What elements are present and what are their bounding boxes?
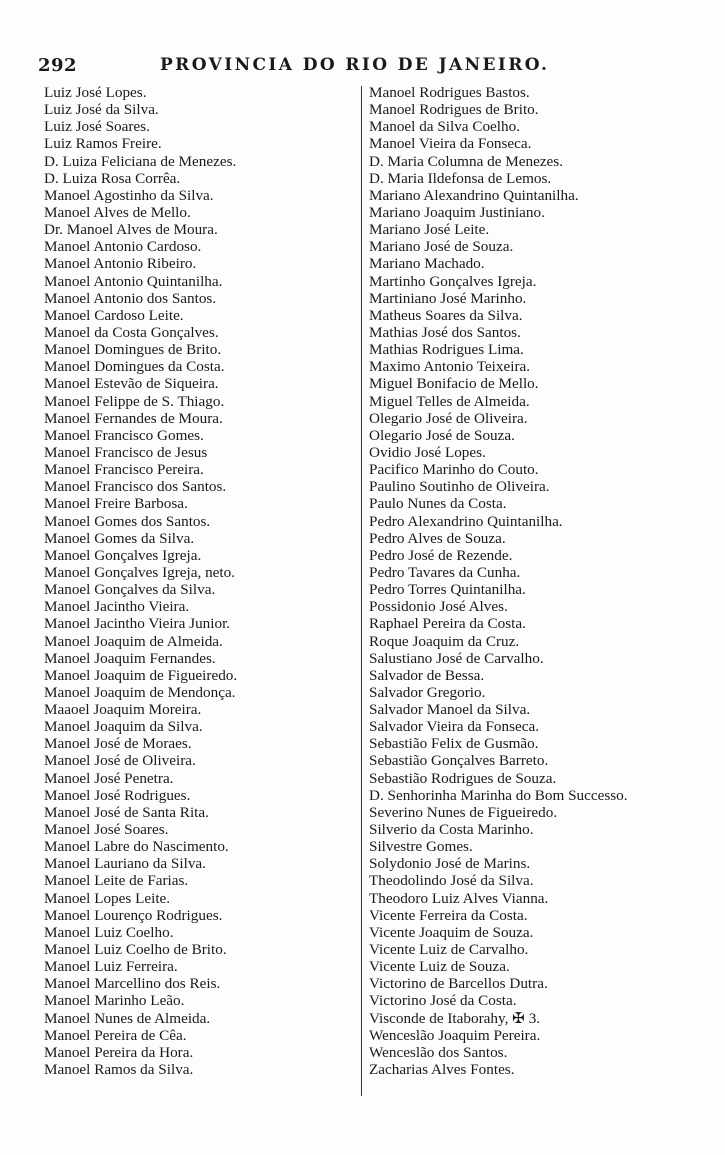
name-entry: Raphael Pereira da Costa. xyxy=(369,615,526,633)
name-entry: Manoel Luiz Ferreira. xyxy=(44,958,178,976)
name-entry: Luiz Ramos Freire. xyxy=(44,135,162,153)
name-entry: Mariano José de Souza. xyxy=(369,238,514,256)
name-entry: Manoel José de Moraes. xyxy=(44,735,192,753)
name-entry: Manoel da Silva Coelho. xyxy=(369,118,521,136)
name-entry: Manoel Joaquim da Silva. xyxy=(44,718,203,736)
name-entry: Manoel Labre do Nascimento. xyxy=(44,838,229,856)
name-entry: Salvador Vieira da Fonseca. xyxy=(369,718,540,736)
name-entry: Pedro Torres Quintanilha. xyxy=(369,581,526,599)
name-entry: Wenceslão Joaquim Pereira. xyxy=(369,1026,541,1044)
name-entry: Theodolindo José da Silva. xyxy=(369,872,534,890)
name-entry: Manoel José de Santa Rita. xyxy=(44,803,209,821)
name-entry: Mathias Rodrigues Lima. xyxy=(369,341,524,359)
name-entry: D. Senhorinha Marinha do Bom Successo. xyxy=(369,786,628,804)
name-entry: Salvador de Bessa. xyxy=(369,666,485,684)
name-entry: Manoel Ramos da Silva. xyxy=(44,1061,194,1079)
name-entry: Miguel Telles de Almeida. xyxy=(369,392,530,410)
name-entry: Manoel Estevão de Siqueira. xyxy=(44,375,219,393)
name-entry: Manoel Fernandes de Moura. xyxy=(44,409,223,427)
name-entry: Manoel Francisco de Jesus xyxy=(44,443,208,461)
name-entry: D. Maria Ildefonsa de Lemos. xyxy=(369,169,552,187)
name-entry: Salvador Manoel da Silva. xyxy=(369,701,531,719)
name-entry: Salvador Gregorio. xyxy=(369,683,486,701)
name-entry: Manoel José Rodrigues. xyxy=(44,786,191,804)
running-title: PROVINCIA DO RIO DE JANEIRO. xyxy=(160,55,550,75)
name-entry: Manoel Lauriano da Silva. xyxy=(44,855,206,873)
name-entry: Sebastião Felix de Gusmão. xyxy=(369,735,539,753)
name-entry: Silverio da Costa Marinho. xyxy=(369,821,534,839)
name-entry: Vicente Luiz de Carvalho. xyxy=(369,941,529,959)
name-entry: Mariano José Leite. xyxy=(369,221,490,239)
name-entry: Manoel Antonio Quintanilha. xyxy=(44,272,223,290)
column-divider xyxy=(361,86,362,1096)
name-entry: Roque Joaquim da Cruz. xyxy=(369,632,520,650)
name-entry: Pedro Alexandrino Quintanilha. xyxy=(369,512,563,530)
name-entry: Pedro Tavares da Cunha. xyxy=(369,563,521,581)
page-header xyxy=(38,55,558,79)
name-entry: Manoel Jacintho Vieira Junior. xyxy=(44,615,231,633)
name-entry: Possidonio José Alves. xyxy=(369,598,508,616)
name-entry: Manoel Freire Barbosa. xyxy=(44,495,188,513)
name-entry: Manoel Agostinho da Silva. xyxy=(44,186,214,204)
name-entry: Manoel Joaquim Fernandes. xyxy=(44,649,216,667)
name-entry: Sebastião Rodrigues de Souza. xyxy=(369,769,557,787)
name-entry: Silvestre Gomes. xyxy=(369,838,473,856)
name-entry: Maaoel Joaquim Moreira. xyxy=(44,701,202,719)
name-entry: Manoel Luiz Coelho de Brito. xyxy=(44,941,227,959)
name-entry: Theodoro Luiz Alves Vianna. xyxy=(369,889,549,907)
name-entry: Manoel José de Oliveira. xyxy=(44,752,196,770)
name-entry: Mariano Joaquim Justiniano. xyxy=(369,203,545,221)
name-entry: Manoel Francisco Pereira. xyxy=(44,461,204,479)
name-entry: Manoel Antonio Ribeiro. xyxy=(44,255,197,273)
name-entry: Manoel Francisco dos Santos. xyxy=(44,478,227,496)
name-entry: Pacifico Marinho do Couto. xyxy=(369,461,539,479)
name-entry: Manoel Joaquim de Mendonça. xyxy=(44,683,236,701)
name-entry: Manoel Antonio Cardoso. xyxy=(44,238,202,256)
name-entry: Solydonio José de Marins. xyxy=(369,855,531,873)
name-entry: Manoel Joaquim de Figueiredo. xyxy=(44,666,238,684)
name-entry: Visconde de Itaborahy, ✠ 3. xyxy=(369,1009,541,1027)
name-entry: Manoel Jacintho Vieira. xyxy=(44,598,190,616)
name-entry: Manoel Leite de Farias. xyxy=(44,872,189,890)
name-entry: Manoel Domingues de Brito. xyxy=(44,341,222,359)
name-entry: Manoel José Penetra. xyxy=(44,769,174,787)
name-entry: Manoel da Costa Gonçalves. xyxy=(44,323,219,341)
name-entry: Manoel Francisco Gomes. xyxy=(44,426,204,444)
name-entry: Manoel Nunes de Almeida. xyxy=(44,1009,211,1027)
name-entry: Manoel Gonçalves Igreja, neto. xyxy=(44,563,236,581)
name-entry: Victorino de Barcellos Dutra. xyxy=(369,975,548,993)
name-entry: Manoel Marcellino dos Reis. xyxy=(44,975,221,993)
name-entry: Manoel Joaquim de Almeida. xyxy=(44,632,223,650)
name-entry: Manoel Domingues da Costa. xyxy=(44,358,225,376)
name-entry: Salustiano José de Carvalho. xyxy=(369,649,544,667)
name-entry: Paulino Soutinho de Oliveira. xyxy=(369,478,550,496)
name-entry: D. Maria Columna de Menezes. xyxy=(369,152,564,170)
name-entry: Manoel Cardoso Leite. xyxy=(44,306,184,324)
name-entry: Manoel Pereira da Hora. xyxy=(44,1043,194,1061)
right-name-column xyxy=(369,84,709,1078)
name-entry: Manoel José Soares. xyxy=(44,821,169,839)
name-entry: Luiz José Lopes. xyxy=(44,84,147,101)
name-entry: Olegario José de Souza. xyxy=(369,426,515,444)
name-entry: Sebastião Gonçalves Barreto. xyxy=(369,752,549,770)
name-entry: Luiz José da Silva. xyxy=(44,101,159,119)
name-entry: Matheus Soares da Silva. xyxy=(369,306,523,324)
name-entry: Manoel Marinho Leão. xyxy=(44,992,185,1010)
name-entry: Wenceslão dos Santos. xyxy=(369,1043,508,1061)
name-entry: Manoel Antonio dos Santos. xyxy=(44,289,217,307)
name-entry: Manoel Pereira de Cêa. xyxy=(44,1026,187,1044)
name-entry: Manoel Luiz Coelho. xyxy=(44,923,174,941)
name-entry: Dr. Manoel Alves de Moura. xyxy=(44,221,218,239)
name-entry: Ovidio José Lopes. xyxy=(369,443,486,461)
name-entry: Maximo Antonio Teixeira. xyxy=(369,358,531,376)
name-entry: Martinho Gonçalves Igreja. xyxy=(369,272,537,290)
page-number: 292 xyxy=(38,55,78,76)
name-entry: Mariano Alexandrino Quintanilha. xyxy=(369,186,579,204)
name-entry: Manoel Rodrigues Bastos. xyxy=(369,84,530,101)
name-entry: Olegario José de Oliveira. xyxy=(369,409,528,427)
name-entry: Pedro José de Rezende. xyxy=(369,546,513,564)
name-entry: Severino Nunes de Figueiredo. xyxy=(369,803,558,821)
name-entry: Manoel Gonçalves Igreja. xyxy=(44,546,202,564)
name-entry: Mariano Machado. xyxy=(369,255,485,273)
name-entry: Zacharias Alves Fontes. xyxy=(369,1061,515,1079)
name-entry: Luiz José Soares. xyxy=(44,118,150,136)
name-entry: Vicente Ferreira da Costa. xyxy=(369,906,528,924)
name-entry: Mathias José dos Santos. xyxy=(369,323,521,341)
name-entry: Victorino José da Costa. xyxy=(369,992,517,1010)
name-entry: Vicente Joaquim de Souza. xyxy=(369,923,534,941)
name-entry: Manoel Rodrigues de Brito. xyxy=(369,101,539,119)
name-entry: D. Luiza Rosa Corrêa. xyxy=(44,169,181,187)
name-entry: Manoel Lopes Leite. xyxy=(44,889,171,907)
name-entry: Manoel Lourenço Rodrigues. xyxy=(44,906,223,924)
name-entry: Paulo Nunes da Costa. xyxy=(369,495,507,513)
name-entry: Manoel Vieira da Fonseca. xyxy=(369,135,532,153)
name-entry: D. Luiza Feliciana de Menezes. xyxy=(44,152,237,170)
left-name-column xyxy=(44,84,354,1078)
name-entry: Vicente Luiz de Souza. xyxy=(369,958,510,976)
name-entry: Miguel Bonifacio de Mello. xyxy=(369,375,539,393)
name-entry: Manoel Alves de Mello. xyxy=(44,203,191,221)
name-entry: Manoel Gonçalves da Silva. xyxy=(44,581,216,599)
name-entry: Manoel Gomes dos Santos. xyxy=(44,512,211,530)
name-entry: Martiniano José Marinho. xyxy=(369,289,527,307)
name-entry: Manoel Felippe de S. Thiago. xyxy=(44,392,225,410)
name-entry: Pedro Alves de Souza. xyxy=(369,529,506,547)
name-entry: Manoel Gomes da Silva. xyxy=(44,529,195,547)
